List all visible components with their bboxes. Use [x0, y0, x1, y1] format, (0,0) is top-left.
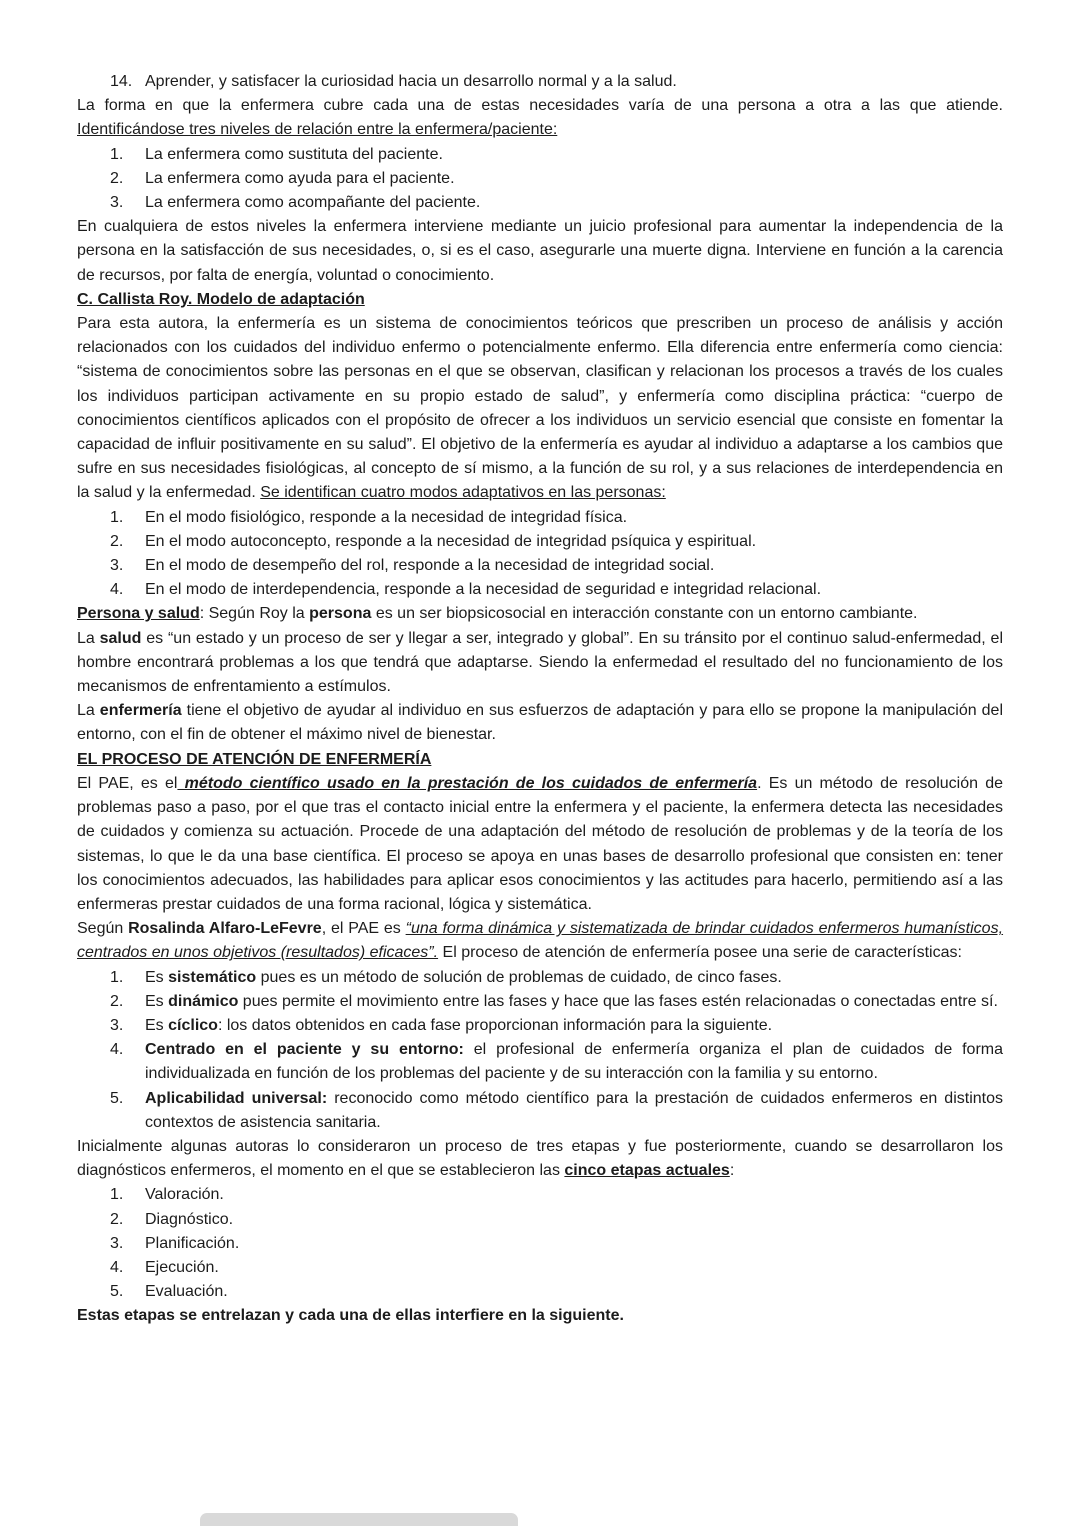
text-segment: dinámico [168, 992, 239, 1010]
text-segment: Persona y salud [77, 605, 200, 623]
text-segment: el profesional de enfermería organiza el plan de cuidados de forma individualizada en función de los problemas del paciente y de su interacción con la familia y su entorno. [145, 1041, 1003, 1083]
list-item [77, 70, 1003, 94]
text-segment: Inicialmente algunas autoras lo consideraron un proceso de tres etapas y fue posteriormente, cuando se desarrollaron los diagnósticos enfermeros, el momento en el que se establecieron las [77, 1137, 1003, 1180]
text-segment: En el modo de interdependencia, responde a la necesidad de seguridad e integridad relacional. [145, 581, 822, 599]
list-item-text [145, 191, 1003, 215]
list-item-text [145, 1183, 1003, 1207]
list-item-number: 4. [110, 1258, 124, 1276]
text-segment: persona [309, 605, 372, 623]
text-segment: cinco etapas actuales [564, 1162, 730, 1180]
list-item-text [145, 1280, 1003, 1304]
list-item [77, 191, 1003, 215]
list-item-text [145, 1256, 1003, 1280]
ordered-list [77, 966, 1003, 1135]
list-item-number: 2. [110, 992, 124, 1010]
text-segment: En el modo fisiológico, responde a la necesidad de integridad física. [145, 508, 628, 526]
list-item [77, 966, 1003, 990]
list-item-text [145, 966, 1003, 990]
list-item-number: 2. [110, 532, 124, 550]
text-segment: pues es un método de solución de problemas de cuidado, de cinco fases. [256, 968, 782, 986]
list-item [77, 167, 1003, 191]
paragraph [77, 1304, 1003, 1328]
paragraph [77, 602, 1003, 626]
list-item-number: 2. [110, 1210, 124, 1228]
section-heading [77, 288, 1003, 312]
paragraph [77, 627, 1003, 700]
paragraph [77, 312, 1003, 506]
list-item [77, 1280, 1003, 1304]
text-segment: : los datos obtenidos en cada fase proporcionan información para la siguiente. [217, 1016, 773, 1034]
list-item-text [145, 554, 1003, 578]
text-segment: La enfermera como ayuda para el paciente. [145, 169, 455, 187]
list-item-text [145, 1038, 1003, 1086]
paragraph [77, 917, 1003, 965]
list-item-text [145, 1208, 1003, 1232]
text-segment: tiene el objetivo de ayudar al individuo en sus esfuerzos de adaptación y para ello se propone la manipulación del entorno, con el fin de obtener el máximo nivel de bienestar. [77, 702, 1003, 744]
list-item-number: 3. [110, 557, 124, 575]
text-segment: es un ser biopsicosocial en interacción constante con un entorno cambiante. [371, 605, 918, 623]
text-segment: EL PROCESO DE ATENCIÓN DE ENFERMERÍA [77, 750, 432, 768]
text-segment: Es [145, 968, 169, 986]
text-segment: En el modo de desempeño del rol, responde a la necesidad de integridad social. [145, 557, 715, 575]
list-item-text [145, 167, 1003, 191]
list-item [77, 554, 1003, 578]
paragraph [77, 1135, 1003, 1183]
text-segment: método científico usado en la prestación de los cuidados de enfermería [177, 774, 758, 792]
list-item-text [145, 1014, 1003, 1038]
text-segment: Aprender, y satisfacer la curiosidad hacia un desarrollo normal y a la salud. [145, 73, 677, 90]
list-item [77, 1183, 1003, 1207]
text-segment: : Según Roy la [199, 605, 310, 623]
text-segment: : [729, 1162, 735, 1180]
text-segment: La [77, 702, 100, 720]
next-page-edge [200, 1513, 518, 1526]
list-item [77, 1232, 1003, 1256]
list-item-number: 4. [110, 581, 124, 599]
text-segment: , el PAE es [321, 920, 406, 938]
text-segment: Centrado en el paciente y su entorno: [145, 1041, 464, 1059]
text-segment: En el modo autoconcepto, responde a la necesidad de integridad psíquica y espiritual. [145, 532, 757, 550]
list-item [77, 990, 1003, 1014]
paragraph [77, 699, 1003, 747]
text-segment: En cualquiera de estos niveles la enfermera interviene mediante un juicio profesional para aumentar la independencia de la persona en la satisfacción de sus necesidades, o, si es el caso, asegurarle una muerte digna. Interviene en función a la carencia de recursos, por falta de energía, voluntad o conocimiento. [77, 218, 1003, 284]
text-segment: Ejecución. [145, 1258, 219, 1276]
list-item-text [145, 143, 1003, 167]
text-segment: pues permite el movimiento entre las fases y hace que las fases estén relacionadas o conectadas entre sí. [238, 992, 998, 1010]
list-item-text [145, 1232, 1003, 1256]
text-segment: Es [145, 992, 169, 1010]
list-item-number: 14. [110, 73, 133, 90]
list-item-number: 5. [110, 1283, 124, 1301]
ordered-list [77, 1183, 1003, 1304]
list-item-text [145, 1087, 1003, 1135]
text-segment: “una forma dinámica y sistematizada de brindar cuidados enfermeros humanísticos, centrados en unos objetivos (resultados) eficaces”. [77, 920, 1004, 962]
paragraph [77, 94, 1003, 142]
text-segment: El PAE, es el [77, 774, 178, 792]
text-segment: . Es un método de resolución de problemas paso a paso, por el que tras el contacto inicial entre la enfermera y el paciente, la enfermera detecta las necesidades de cuidados y comienza su actuación. Procede de una adaptación del método de resolución de problemas y de la teoría de los sistemas, lo que le da una base científica. El proceso se apoya en unas bases de desarrollo profesional que consisten en: tener los conocimientos adecuados, las habilidades para aplicar esos conocimientos y las actitudes para hacerlo, permitiendo así a las enfermeras prestar cuidados de una forma racional, lógica y sistemática. [77, 774, 1004, 913]
text-segment: Según [77, 920, 129, 938]
text-segment: sistemático [168, 968, 257, 986]
paragraph [77, 772, 1003, 917]
paragraph [77, 215, 1003, 288]
ordered-list [77, 143, 1003, 216]
list-item-number: 1. [110, 968, 124, 986]
text-segment: reconocido como método científico para la prestación de cuidados enfermeros en distintos contextos de asistencia sanitaria. [145, 1089, 1003, 1131]
list-item-number: 4. [110, 1041, 124, 1059]
list-item [77, 1256, 1003, 1280]
list-item-number: 3. [110, 1016, 124, 1034]
text-segment: Valoración. [145, 1186, 224, 1204]
text-segment: La enfermera como acompañante del paciente. [145, 194, 481, 212]
list-item-number: 1. [110, 508, 124, 526]
text-segment: cíclico [168, 1016, 218, 1034]
list-item-text [145, 530, 1003, 554]
list-item-text [145, 506, 1003, 530]
text-segment: Evaluación. [145, 1283, 228, 1301]
text-segment: La enfermera como sustituta del paciente. [145, 145, 443, 163]
list-item [77, 578, 1003, 602]
list-item-number: 1. [110, 1186, 124, 1204]
list-item [77, 506, 1003, 530]
text-segment: Planificación. [145, 1234, 240, 1252]
ordered-list [77, 506, 1003, 603]
list-item [77, 143, 1003, 167]
text-segment: salud [99, 629, 142, 647]
ordered-list [77, 70, 1003, 94]
text-segment: El proceso de atención de enfermería posee una serie de características: [438, 944, 962, 962]
list-item [77, 1208, 1003, 1232]
text-segment: Para esta autora, la enfermería es un sistema de conocimientos teóricos que prescriben un proceso de análisis y acción relacionados con los cuidados del individuo enfermo o potencialmente enfermo. Ella diferencia entre enfermería como ciencia: “sistema de conocimientos sobre las personas en el que se observan, clasifican y relacionan los procesos a través de los cuales los individuos participan activamente en su propio estado de salud”, y enfermería como disciplina práctica: “cuerpo de conocimientos científicos aplicados con el propósito de ofrecer a los individuos un servicio esencial que consiste en fomentar la capacidad de influir positivamente en su salud”. El objetivo de la enfermería es ayudar al individuo a adaptarse a los cambios que sufre en sus necesidades fisiológicas, al concepto de sí mismo, a la función de su rol, y a sus relaciones de interdependencia en la salud y la enfermedad. [77, 315, 1003, 502]
text-segment: Identificándose tres niveles de relación entre la enfermera/paciente: [77, 121, 558, 139]
list-item [77, 1038, 1003, 1086]
text-segment: Aplicabilidad universal: [145, 1089, 328, 1107]
text-segment: Diagnóstico. [145, 1210, 234, 1228]
section-heading [77, 748, 1003, 772]
text-segment: Se identifican cuatro modos adaptativos en las personas: [260, 484, 666, 502]
text-segment: Rosalinda Alfaro-LeFevre [128, 920, 322, 938]
text-segment: La forma en que la enfermera cubre cada una de estas necesidades varía de una persona a otra a las que atiende. [77, 97, 1003, 115]
list-item-text [145, 578, 1003, 602]
list-item-number: 5. [110, 1089, 124, 1107]
list-item-text [145, 70, 1003, 94]
list-item-text [145, 990, 1003, 1014]
text-segment: es “un estado y un proceso de ser y llegar a ser, integrado y global”. En su tránsito por el continuo salud-enfermedad, el hombre encontrará problemas a los que tendrá que adaptarse. Siendo la enfermedad el resultado del no funcionamiento de los mecanismos de enfrentamiento a estímulos. [77, 629, 1003, 696]
list-item [77, 1087, 1003, 1135]
text-segment: C. Callista Roy. Modelo de adaptación [77, 290, 365, 308]
text-segment: La [77, 629, 100, 647]
list-item [77, 1014, 1003, 1038]
list-item-number: 2. [110, 169, 124, 187]
list-item-number: 3. [110, 194, 124, 212]
list-item-number: 3. [110, 1234, 124, 1252]
text-segment: enfermería [99, 702, 182, 720]
document-body [77, 70, 1003, 1329]
list-item-number: 1. [110, 145, 124, 163]
text-segment: Estas etapas se entrelazan y cada una de ellas interfiere en la siguiente. [77, 1307, 624, 1325]
text-segment: Es [145, 1016, 169, 1034]
list-item [77, 530, 1003, 554]
